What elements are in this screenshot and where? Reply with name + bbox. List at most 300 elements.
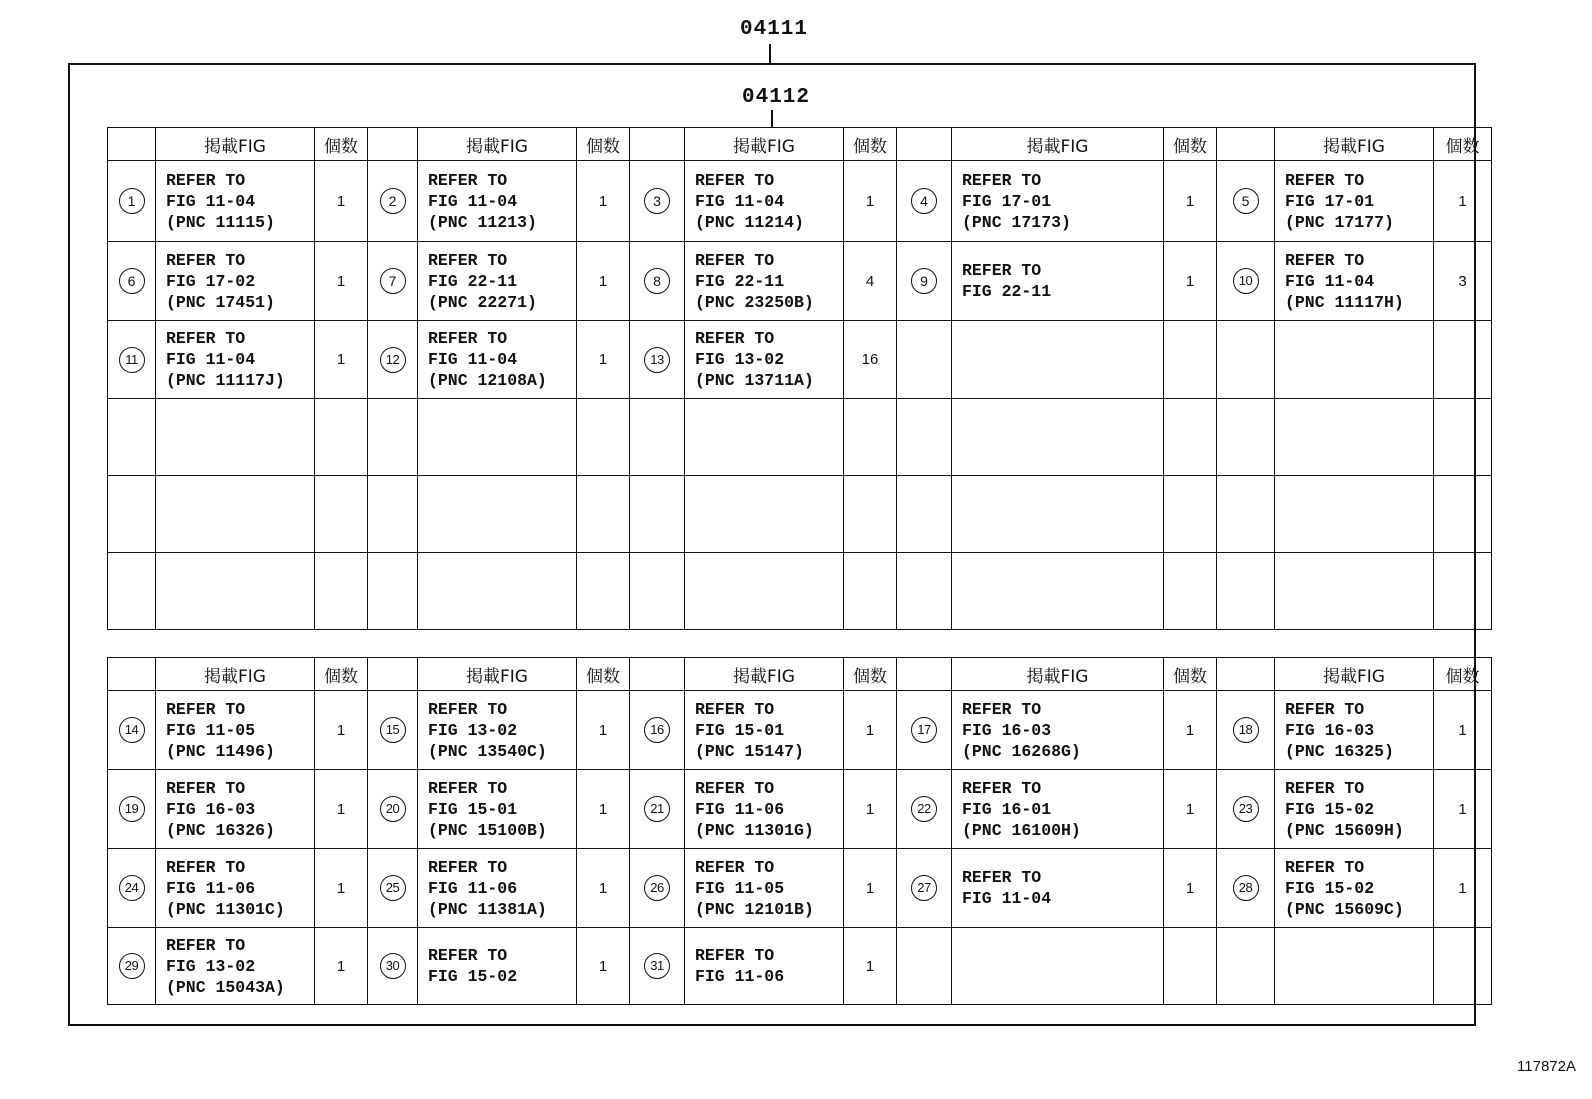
- fig-reference-line: FIG 17-01: [962, 191, 1052, 211]
- quantity-value: 1: [865, 192, 875, 210]
- table-row: [108, 399, 1492, 476]
- quantity-cell: [577, 928, 630, 1005]
- quantity-cell: [577, 691, 630, 770]
- quantity-cell: [844, 399, 897, 476]
- fig-reference-cell: [952, 691, 1164, 770]
- fig-reference-cell: [156, 770, 315, 849]
- fig-reference-cell: [418, 399, 577, 476]
- callout-number: 30: [380, 953, 406, 979]
- quantity-cell: [1164, 321, 1217, 399]
- fig-reference-line: (PNC 23250B): [695, 292, 814, 312]
- quantity-value: 1: [1458, 879, 1467, 897]
- quantity-cell: [315, 321, 368, 399]
- callout-cell: [368, 770, 418, 849]
- quantity-cell: [1434, 321, 1492, 399]
- fig-reference-cell: [952, 553, 1164, 630]
- callout-number: 15: [380, 717, 406, 743]
- quantity-cell: [1164, 242, 1217, 321]
- callout-cell: [108, 161, 156, 242]
- fig-reference-line: REFER TO: [962, 170, 1042, 190]
- fig-reference-cell: [952, 161, 1164, 242]
- callout-number: 21: [644, 796, 670, 822]
- header-fig-cell: 掲載FIG: [1275, 658, 1434, 691]
- fig-reference-cell: [1275, 770, 1434, 849]
- fig-reference-cell: [1275, 691, 1434, 770]
- quantity-value: 1: [865, 879, 875, 897]
- fig-reference-line: REFER TO: [166, 857, 246, 877]
- callout-number: 25: [380, 875, 406, 901]
- callout-cell: [108, 770, 156, 849]
- quantity-cell: [577, 770, 630, 849]
- parts-table-upper: [107, 127, 1492, 630]
- assembly-leader-line: [769, 44, 771, 64]
- fig-reference-line: (PNC 16100H): [962, 820, 1081, 840]
- fig-reference-line: (PNC 11301C): [166, 899, 285, 919]
- fig-reference-cell: [156, 928, 315, 1005]
- quantity-cell: [1434, 928, 1492, 1005]
- fig-reference-cell: [1275, 161, 1434, 242]
- header-blank-cell: [630, 658, 685, 691]
- callout-cell: [108, 553, 156, 630]
- header-fig-cell: 掲載FIG: [156, 128, 315, 161]
- fig-reference-line: (PNC 17173): [962, 212, 1071, 232]
- fig-reference-line: REFER TO: [166, 170, 246, 190]
- fig-reference-line: FIG 16-03: [1285, 720, 1375, 740]
- quantity-value: 1: [336, 351, 346, 368]
- callout-cell: [630, 242, 685, 321]
- quantity-value: 1: [598, 721, 608, 739]
- quantity-cell: [844, 242, 897, 321]
- fig-reference-line: REFER TO: [1285, 778, 1365, 798]
- quantity-value: 1: [598, 879, 608, 897]
- quantity-value: 4: [865, 272, 875, 290]
- fig-reference-cell: [952, 399, 1164, 476]
- fig-reference-line: (PNC 13711A): [695, 371, 814, 390]
- header-fig-cell: 掲載FIG: [952, 658, 1164, 691]
- fig-reference-cell: [685, 476, 844, 553]
- fig-reference-line: REFER TO: [428, 699, 508, 719]
- fig-reference-line: (PNC 16325): [1285, 741, 1394, 761]
- fig-reference-line: (PNC 11117J): [166, 371, 285, 390]
- table-header-row: [108, 128, 1492, 161]
- fig-reference-line: REFER TO: [428, 250, 508, 270]
- fig-reference-cell: [685, 321, 844, 399]
- fig-reference-cell: [685, 928, 844, 1005]
- fig-reference-cell: [418, 928, 577, 1005]
- fig-reference-line: REFER TO: [428, 778, 508, 798]
- header-fig-cell: 掲載FIG: [952, 128, 1164, 161]
- fig-reference-cell: [685, 399, 844, 476]
- fig-reference-cell: [156, 691, 315, 770]
- fig-reference-line: FIG 11-05: [695, 878, 785, 898]
- fig-reference-line: (PNC 16268G): [962, 741, 1081, 761]
- table-row: [108, 691, 1492, 770]
- callout-number: 18: [1233, 717, 1259, 743]
- callout-cell: [108, 321, 156, 399]
- fig-reference-line: FIG 15-01: [428, 799, 518, 819]
- quantity-value: 1: [336, 957, 346, 975]
- header-blank-cell: [368, 128, 418, 161]
- callout-cell: [1217, 161, 1275, 242]
- quantity-value: 1: [598, 800, 608, 818]
- quantity-cell: [315, 770, 368, 849]
- fig-reference-line: REFER TO: [695, 946, 775, 965]
- quantity-cell: [844, 770, 897, 849]
- callout-number: 3: [644, 188, 670, 214]
- quantity-value: 16: [861, 351, 879, 368]
- header-fig-cell: 掲載FIG: [418, 658, 577, 691]
- quantity-value: 1: [1185, 800, 1195, 818]
- fig-reference-line: (PNC 12108A): [428, 371, 547, 390]
- header-blank-cell: [108, 128, 156, 161]
- quantity-cell: [844, 161, 897, 242]
- callout-number: 27: [911, 875, 937, 901]
- callout-cell: [897, 321, 952, 399]
- callout-cell: [368, 161, 418, 242]
- quantity-cell: [1164, 928, 1217, 1005]
- fig-reference-line: REFER TO: [166, 778, 246, 798]
- fig-reference-line: (PNC 11213): [428, 212, 537, 232]
- fig-reference-line: (PNC 15043A): [166, 977, 285, 997]
- quantity-value: 1: [598, 272, 608, 290]
- quantity-value: 1: [865, 800, 875, 818]
- fig-reference-cell: [418, 553, 577, 630]
- fig-reference-line: FIG 16-03: [962, 720, 1052, 740]
- quantity-value: 1: [336, 192, 346, 210]
- header-fig-cell: 掲載FIG: [418, 128, 577, 161]
- quantity-value: 1: [1185, 192, 1195, 210]
- quantity-cell: [315, 928, 368, 1005]
- quantity-value: 1: [336, 721, 346, 739]
- header-qty-cell: 個数: [844, 658, 897, 691]
- header-qty-cell: 個数: [844, 128, 897, 161]
- fig-reference-line: FIG 16-03: [166, 799, 256, 819]
- callout-cell: [108, 849, 156, 928]
- fig-reference-line: FIG 15-02: [1285, 878, 1375, 898]
- callout-cell: [368, 691, 418, 770]
- fig-reference-cell: [418, 476, 577, 553]
- callout-cell: [1217, 553, 1275, 630]
- callout-number: 13: [644, 347, 670, 373]
- callout-cell: [897, 553, 952, 630]
- fig-reference-line: FIG 11-06: [695, 799, 785, 819]
- callout-cell: [630, 770, 685, 849]
- header-blank-cell: [1217, 128, 1275, 161]
- fig-reference-line: REFER TO: [1285, 857, 1365, 877]
- fig-reference-cell: [952, 321, 1164, 399]
- fig-reference-line: FIG 22-11: [962, 282, 1052, 301]
- quantity-cell: [577, 553, 630, 630]
- fig-reference-line: (PNC 12101B): [695, 899, 814, 919]
- header-blank-cell: [897, 658, 952, 691]
- fig-reference-line: FIG 15-02: [428, 967, 518, 986]
- quantity-value: 1: [1458, 721, 1467, 739]
- fig-reference-line: FIG 13-02: [166, 956, 256, 976]
- quantity-cell: [1164, 770, 1217, 849]
- header-blank-cell: [368, 658, 418, 691]
- fig-reference-line: REFER TO: [695, 857, 775, 877]
- fig-reference-cell: [1275, 321, 1434, 399]
- callout-cell: [108, 399, 156, 476]
- callout-number: 7: [380, 268, 406, 294]
- quantity-cell: [315, 691, 368, 770]
- quantity-cell: [315, 553, 368, 630]
- fig-reference-line: (PNC 16326): [166, 820, 275, 840]
- callout-cell: [630, 476, 685, 553]
- fig-reference-line: REFER TO: [428, 170, 508, 190]
- quantity-cell: [844, 321, 897, 399]
- quantity-cell: [1434, 553, 1492, 630]
- quantity-cell: [1434, 161, 1492, 242]
- callout-number: 26: [644, 875, 670, 901]
- quantity-cell: [1164, 691, 1217, 770]
- fig-reference-line: REFER TO: [962, 261, 1042, 280]
- callout-number: 5: [1233, 188, 1259, 214]
- header-fig-cell: 掲載FIG: [685, 658, 844, 691]
- fig-reference-line: REFER TO: [166, 935, 246, 955]
- fig-reference-line: (PNC 11115): [166, 212, 275, 232]
- header-qty-cell: 個数: [1164, 128, 1217, 161]
- fig-reference-line: REFER TO: [695, 329, 775, 348]
- callout-cell: [1217, 321, 1275, 399]
- quantity-cell: [577, 399, 630, 476]
- header-qty-cell: 個数: [577, 658, 630, 691]
- fig-reference-line: REFER TO: [695, 778, 775, 798]
- quantity-value: 1: [1458, 192, 1467, 210]
- quantity-cell: [315, 476, 368, 553]
- fig-reference-line: FIG 11-04: [962, 889, 1052, 908]
- fig-reference-line: FIG 11-04: [166, 191, 256, 211]
- fig-reference-cell: [156, 476, 315, 553]
- fig-reference-cell: [685, 242, 844, 321]
- header-qty-cell: 個数: [1434, 128, 1492, 161]
- fig-reference-cell: [156, 849, 315, 928]
- callout-number: 19: [119, 796, 145, 822]
- quantity-cell: [1434, 242, 1492, 321]
- table-row: [108, 770, 1492, 849]
- fig-reference-cell: [156, 161, 315, 242]
- callout-cell: [1217, 770, 1275, 849]
- fig-reference-cell: [952, 849, 1164, 928]
- fig-reference-line: FIG 13-02: [695, 350, 785, 369]
- quantity-cell: [1434, 849, 1492, 928]
- quantity-cell: [844, 553, 897, 630]
- callout-cell: [368, 321, 418, 399]
- callout-number: 9: [911, 268, 937, 294]
- table-row: [108, 321, 1492, 399]
- callout-cell: [368, 849, 418, 928]
- fig-reference-line: FIG 17-01: [1285, 191, 1375, 211]
- fig-reference-line: REFER TO: [962, 868, 1042, 887]
- fig-reference-line: FIG 15-02: [1285, 799, 1375, 819]
- table-row: [108, 161, 1492, 242]
- drawing-code: 117872A: [1517, 1058, 1576, 1075]
- quantity-value: 1: [336, 800, 346, 818]
- header-qty-cell: 個数: [1164, 658, 1217, 691]
- callout-cell: [897, 691, 952, 770]
- fig-reference-line: FIG 11-04: [166, 350, 256, 369]
- callout-cell: [630, 553, 685, 630]
- table-row: [108, 476, 1492, 553]
- callout-cell: [108, 928, 156, 1005]
- fig-reference-cell: [685, 770, 844, 849]
- callout-number: 28: [1233, 875, 1259, 901]
- callout-cell: [630, 849, 685, 928]
- assembly-label: 04111: [740, 18, 809, 41]
- callout-number: 12: [380, 347, 406, 373]
- quantity-value: 1: [336, 272, 346, 290]
- fig-reference-cell: [156, 321, 315, 399]
- quantity-cell: [1434, 476, 1492, 553]
- quantity-cell: [1164, 476, 1217, 553]
- callout-cell: [368, 476, 418, 553]
- quantity-value: 1: [336, 879, 346, 897]
- fig-reference-line: (PNC 11117H): [1285, 292, 1404, 312]
- fig-reference-line: FIG 11-04: [1285, 271, 1375, 291]
- callout-cell: [1217, 849, 1275, 928]
- fig-reference-cell: [1275, 553, 1434, 630]
- fig-reference-line: (PNC 22271): [428, 292, 537, 312]
- callout-number: 2: [380, 188, 406, 214]
- fig-reference-line: REFER TO: [428, 329, 508, 348]
- header-blank-cell: [108, 658, 156, 691]
- fig-reference-line: REFER TO: [166, 329, 246, 348]
- fig-reference-cell: [418, 849, 577, 928]
- callout-number: 16: [644, 717, 670, 743]
- quantity-cell: [315, 849, 368, 928]
- fig-reference-cell: [418, 161, 577, 242]
- quantity-value: 1: [1458, 800, 1467, 818]
- callout-number: 8: [644, 268, 670, 294]
- quantity-cell: [844, 476, 897, 553]
- quantity-value: 3: [1458, 272, 1467, 290]
- callout-number: 20: [380, 796, 406, 822]
- fig-reference-cell: [952, 928, 1164, 1005]
- header-fig-cell: 掲載FIG: [685, 128, 844, 161]
- quantity-cell: [1434, 770, 1492, 849]
- callout-cell: [897, 770, 952, 849]
- fig-reference-line: FIG 13-02: [428, 720, 518, 740]
- fig-reference-cell: [685, 553, 844, 630]
- quantity-cell: [1164, 849, 1217, 928]
- quantity-cell: [1164, 399, 1217, 476]
- quantity-cell: [315, 242, 368, 321]
- fig-reference-cell: [952, 770, 1164, 849]
- callout-cell: [368, 242, 418, 321]
- fig-reference-line: FIG 22-11: [695, 271, 785, 291]
- quantity-cell: [577, 161, 630, 242]
- quantity-cell: [844, 849, 897, 928]
- quantity-cell: [577, 321, 630, 399]
- callout-cell: [108, 691, 156, 770]
- subassembly-label: 04112: [742, 86, 811, 109]
- fig-reference-line: REFER TO: [1285, 250, 1365, 270]
- fig-reference-line: REFER TO: [962, 778, 1042, 798]
- quantity-cell: [315, 399, 368, 476]
- quantity-cell: [844, 928, 897, 1005]
- fig-reference-line: (PNC 15609H): [1285, 820, 1404, 840]
- fig-reference-line: FIG 17-02: [166, 271, 256, 291]
- fig-reference-cell: [685, 849, 844, 928]
- callout-cell: [630, 691, 685, 770]
- fig-reference-line: REFER TO: [695, 170, 775, 190]
- header-blank-cell: [1217, 658, 1275, 691]
- table-row: [108, 928, 1492, 1005]
- quantity-cell: [1164, 553, 1217, 630]
- callout-cell: [897, 399, 952, 476]
- table-header-row: [108, 658, 1492, 691]
- quantity-cell: [577, 476, 630, 553]
- table-row: [108, 242, 1492, 321]
- fig-reference-cell: [418, 321, 577, 399]
- callout-cell: [108, 476, 156, 553]
- callout-number: 31: [644, 953, 670, 979]
- callout-number: 24: [119, 875, 145, 901]
- quantity-value: 1: [598, 351, 608, 368]
- parts-table-lower: [107, 657, 1492, 1005]
- quantity-cell: [1434, 691, 1492, 770]
- quantity-value: 1: [1185, 879, 1195, 897]
- callout-number: 1: [119, 188, 145, 214]
- fig-reference-line: FIG 11-04: [428, 350, 518, 369]
- quantity-value: 1: [865, 721, 875, 739]
- callout-cell: [897, 242, 952, 321]
- callout-number: 23: [1233, 796, 1259, 822]
- fig-reference-line: FIG 15-01: [695, 720, 785, 740]
- fig-reference-cell: [685, 691, 844, 770]
- callout-cell: [630, 928, 685, 1005]
- callout-cell: [368, 553, 418, 630]
- fig-reference-line: (PNC 13540C): [428, 741, 547, 761]
- header-fig-cell: 掲載FIG: [156, 658, 315, 691]
- quantity-cell: [1434, 399, 1492, 476]
- fig-reference-cell: [952, 476, 1164, 553]
- callout-cell: [1217, 476, 1275, 553]
- callout-cell: [897, 849, 952, 928]
- callout-number: 10: [1233, 268, 1259, 294]
- fig-reference-cell: [156, 242, 315, 321]
- fig-reference-line: (PNC 15147): [695, 741, 804, 761]
- fig-reference-cell: [1275, 242, 1434, 321]
- fig-reference-line: (PNC 17177): [1285, 212, 1394, 232]
- fig-reference-cell: [1275, 849, 1434, 928]
- header-qty-cell: 個数: [315, 128, 368, 161]
- subassembly-leader-line: [771, 110, 773, 127]
- callout-cell: [630, 321, 685, 399]
- callout-number: 14: [119, 717, 145, 743]
- header-blank-cell: [897, 128, 952, 161]
- quantity-cell: [1164, 161, 1217, 242]
- callout-cell: [108, 242, 156, 321]
- callout-number: 22: [911, 796, 937, 822]
- fig-reference-cell: [685, 161, 844, 242]
- fig-reference-line: (PNC 15100B): [428, 820, 547, 840]
- header-qty-cell: 個数: [315, 658, 368, 691]
- callout-cell: [368, 928, 418, 1005]
- fig-reference-line: FIG 11-05: [166, 720, 256, 740]
- callout-cell: [897, 928, 952, 1005]
- callout-number: 4: [911, 188, 937, 214]
- fig-reference-line: (PNC 15609C): [1285, 899, 1404, 919]
- fig-reference-cell: [418, 770, 577, 849]
- callout-cell: [897, 476, 952, 553]
- fig-reference-cell: [1275, 928, 1434, 1005]
- fig-reference-line: FIG 11-04: [428, 191, 518, 211]
- fig-reference-line: REFER TO: [428, 857, 508, 877]
- fig-reference-line: (PNC 17451): [166, 292, 275, 312]
- quantity-cell: [577, 242, 630, 321]
- table-row: [108, 553, 1492, 630]
